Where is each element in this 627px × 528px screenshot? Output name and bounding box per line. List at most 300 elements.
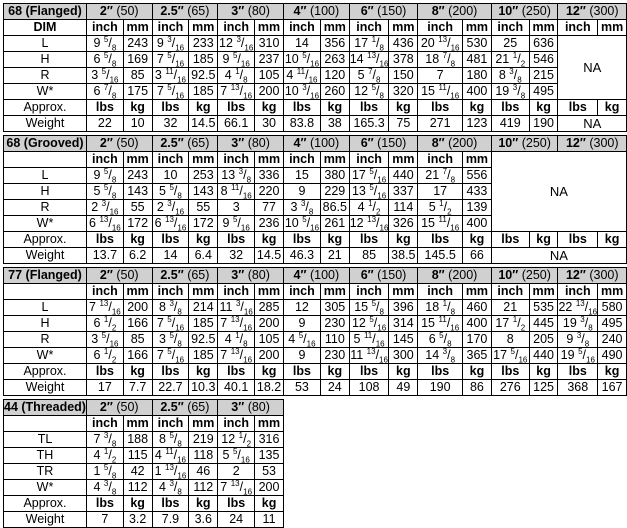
- weight-value: 123: [463, 116, 492, 132]
- value-cell: 12 $^{13}/_{16}$: [349, 215, 389, 232]
- value-cell: 2 $^3/_{16}$: [152, 200, 189, 216]
- weight-value: 3.6: [189, 512, 218, 528]
- value-cell: 378: [389, 52, 418, 68]
- value-cell: 18 $^7/_8$: [418, 52, 463, 68]
- unit-mm: mm: [123, 416, 152, 432]
- value-cell: 14 $^3/_8$: [418, 348, 463, 364]
- weight-value: 190: [418, 380, 463, 396]
- unit-inch: inch: [86, 416, 123, 432]
- value-cell: 13 $^3/_8$: [218, 168, 255, 184]
- unit-mm: mm: [255, 416, 284, 432]
- empty-cell: [558, 480, 627, 496]
- value-cell: 7 $^5/_{16}$: [152, 348, 189, 364]
- unit-kg: kg: [598, 232, 627, 248]
- size-inch: 2″: [99, 136, 113, 150]
- value-cell: 233: [189, 36, 218, 52]
- empty-cell: [283, 448, 349, 464]
- unit-lbs: lbs: [218, 364, 255, 380]
- empty-cell: [491, 480, 558, 496]
- empty-cell: [418, 400, 492, 416]
- value-cell: 2: [218, 464, 255, 480]
- unit-mm: mm: [389, 152, 418, 168]
- unit-inch: inch: [491, 20, 529, 36]
- value-cell: 3 $^{11}/_{16}$: [152, 68, 189, 84]
- size-inch: 12″: [565, 136, 586, 150]
- size-inch: 6″: [360, 4, 374, 18]
- empty-cell: [418, 496, 492, 512]
- unit-inch: inch: [218, 152, 255, 168]
- value-cell: 5 $^{11}/_{16}$: [349, 332, 389, 348]
- value-cell: 6 $^5/_8$: [418, 332, 463, 348]
- size-mm: (50): [116, 400, 139, 414]
- size-header: [349, 268, 418, 284]
- weight-value: 276: [491, 380, 529, 396]
- value-cell: 22 $^{13}/_{16}$: [558, 299, 598, 316]
- value-cell: 495: [598, 316, 627, 332]
- unit-kg: kg: [189, 496, 218, 512]
- value-cell: 436: [389, 36, 418, 52]
- value-cell: 185: [189, 84, 218, 100]
- size-header: [86, 268, 152, 284]
- value-cell: 7 $^5/_{16}$: [152, 316, 189, 332]
- value-cell: 3: [218, 200, 255, 216]
- value-cell: 9 $^5/_8$: [86, 168, 123, 184]
- value-cell: 9 $^5/_{16}$: [218, 216, 255, 232]
- size-mm: (150): [377, 4, 407, 18]
- value-cell: 110: [320, 332, 349, 348]
- row-label: W*: [4, 348, 87, 364]
- row-label: TR: [4, 464, 87, 480]
- size-mm: (300): [589, 4, 619, 18]
- empty-cell: [491, 432, 558, 448]
- size-header: [491, 4, 558, 20]
- value-cell: 3 $^5/_{16}$: [86, 332, 123, 348]
- weight-label: Weight: [4, 512, 87, 528]
- size-header: [152, 268, 218, 284]
- value-cell: 6 $^1/_2$: [86, 348, 123, 364]
- value-cell: 316: [255, 432, 284, 448]
- value-cell: 10 $^5/_{16}$: [284, 51, 320, 68]
- unit-inch: inch: [558, 284, 598, 300]
- unit-lbs: lbs: [558, 100, 598, 116]
- unit-kg: kg: [320, 100, 349, 116]
- row-label: TH: [4, 448, 87, 464]
- value-cell: 230: [320, 316, 349, 332]
- value-cell: 12 $^5/_{16}$: [349, 316, 389, 332]
- value-cell: 3 $^5/_8$: [152, 332, 189, 348]
- unit-kg: kg: [189, 100, 218, 116]
- value-cell: 535: [529, 300, 558, 316]
- value-cell: 4 $^{11}/_{16}$: [152, 448, 189, 464]
- value-cell: 172: [189, 216, 218, 232]
- size-inch: 3″: [231, 268, 245, 282]
- unit-lbs: lbs: [218, 232, 255, 248]
- value-cell: 55: [189, 200, 218, 216]
- value-cell: 135: [255, 448, 284, 464]
- value-cell: 8 $^5/_8$: [152, 432, 189, 448]
- value-cell: 92.5: [189, 68, 218, 84]
- value-cell: 305: [320, 300, 349, 316]
- unit-kg: kg: [463, 364, 492, 380]
- value-cell: 9 $^3/_{16}$: [152, 36, 189, 52]
- weight-value: 6.2: [123, 248, 152, 264]
- unit-mm: mm: [463, 152, 492, 168]
- unit-mm: mm: [189, 152, 218, 168]
- value-cell: 15 $^5/_8$: [349, 300, 389, 316]
- unit-lbs: lbs: [283, 100, 320, 116]
- unit-kg: kg: [598, 100, 627, 116]
- value-cell: 185: [189, 316, 218, 332]
- weight-value: 125: [529, 380, 558, 396]
- unit-mm: mm: [123, 284, 152, 300]
- size-header: [491, 268, 558, 284]
- value-cell: 12 $^5/_8$: [349, 84, 389, 100]
- row-label: L: [4, 168, 87, 184]
- unit-lbs: lbs: [349, 100, 389, 116]
- value-cell: 380: [320, 168, 349, 184]
- value-cell: 4 $^3/_8$: [86, 480, 123, 496]
- value-cell: 7: [418, 68, 463, 84]
- value-cell: 185: [189, 52, 218, 68]
- value-cell: 4 $^1/_2$: [86, 448, 123, 464]
- value-cell: 115: [123, 448, 152, 464]
- value-cell: 15: [283, 168, 320, 184]
- unit-kg: kg: [123, 496, 152, 512]
- value-cell: 139: [463, 200, 492, 216]
- value-cell: 9: [283, 348, 320, 364]
- unit-lbs: lbs: [86, 232, 123, 248]
- weight-value: 24: [218, 512, 255, 528]
- value-cell: 169: [123, 52, 152, 68]
- value-cell: 3 $^3/_8$: [283, 200, 320, 216]
- empty-cell: [349, 400, 418, 416]
- size-header: [418, 136, 492, 152]
- value-cell: 172: [123, 216, 152, 232]
- size-inch: 2.5″: [160, 136, 184, 150]
- unit-lbs: lbs: [349, 232, 389, 248]
- unit-kg: kg: [389, 232, 418, 248]
- size-header: [418, 268, 492, 284]
- value-cell: 8: [491, 332, 529, 348]
- weight-value: 7: [86, 512, 123, 528]
- size-inch: 10″: [498, 268, 519, 282]
- size-header: [283, 4, 349, 20]
- value-cell: 336: [255, 168, 284, 184]
- size-mm: (150): [377, 268, 407, 282]
- weight-value: 271: [418, 116, 463, 132]
- empty-cell: [283, 512, 349, 528]
- unit-inch: inch: [218, 20, 255, 36]
- value-cell: 445: [529, 316, 558, 332]
- value-cell: 21: [491, 300, 529, 316]
- size-mm: (80): [247, 4, 270, 18]
- size-header: [349, 136, 418, 152]
- value-cell: 6 $^{13}/_{16}$: [152, 216, 189, 232]
- value-cell: 237: [255, 52, 284, 68]
- size-inch: 8″: [431, 268, 445, 282]
- value-cell: 166: [123, 348, 152, 364]
- size-mm: (65): [187, 268, 210, 282]
- value-cell: 400: [463, 84, 492, 100]
- unit-inch: inch: [491, 284, 529, 300]
- unit-mm: mm: [123, 20, 152, 36]
- unit-lbs: lbs: [418, 232, 463, 248]
- unit-mm: mm: [320, 284, 349, 300]
- weight-label: Weight: [4, 116, 87, 132]
- weight-value: 38.5: [389, 248, 418, 264]
- value-cell: 112: [189, 480, 218, 496]
- value-cell: 495: [529, 84, 558, 100]
- size-header: [218, 4, 284, 20]
- value-cell: 580: [598, 300, 627, 316]
- value-cell: 53: [255, 464, 284, 480]
- unit-inch: inch: [152, 284, 189, 300]
- empty-cell: [418, 464, 492, 480]
- weight-value: 49: [389, 380, 418, 396]
- value-cell: 8 $^3/_8$: [152, 300, 189, 316]
- unit-mm: mm: [463, 284, 492, 300]
- weight-value: 108: [349, 380, 389, 396]
- weight-value: 53: [283, 380, 320, 396]
- value-cell: 10: [152, 168, 189, 184]
- weight-value: 165.3: [349, 116, 389, 132]
- unit-kg: kg: [123, 232, 152, 248]
- value-cell: 7 $^{13}/_{16}$: [218, 480, 255, 496]
- empty-cell: [418, 448, 492, 464]
- value-cell: 261: [320, 216, 349, 232]
- unit-inch: inch: [218, 284, 255, 300]
- unit-kg: kg: [389, 100, 418, 116]
- size-header: [283, 268, 349, 284]
- weight-value: 6.4: [189, 248, 218, 264]
- size-mm: (65): [187, 4, 210, 18]
- weight-value: 3.2: [123, 512, 152, 528]
- unit-mm: mm: [389, 20, 418, 36]
- value-cell: 12 $^1/_2$: [218, 432, 255, 448]
- unit-lbs: lbs: [283, 232, 320, 248]
- value-cell: 7 $^5/_{16}$: [152, 52, 189, 68]
- row-label: H: [4, 52, 87, 68]
- weight-value: 10.3: [189, 380, 218, 396]
- value-cell: 320: [389, 84, 418, 100]
- empty-cell: [558, 400, 627, 416]
- dim-label: [4, 284, 87, 300]
- value-cell: 11 $^3/_{16}$: [219, 299, 253, 316]
- value-cell: 200: [255, 480, 284, 496]
- weight-value: 17: [86, 380, 123, 396]
- size-header: [558, 268, 627, 284]
- value-cell: 13 $^5/_{16}$: [349, 184, 389, 200]
- value-cell: 236: [255, 216, 284, 232]
- value-cell: 46: [189, 464, 218, 480]
- weight-value: 7.9: [152, 512, 189, 528]
- empty-cell: [558, 496, 627, 512]
- empty-cell: [283, 496, 349, 512]
- weight-value: 18.2: [255, 380, 284, 396]
- value-cell: 7 $^3/_8$: [86, 432, 123, 448]
- unit-kg: kg: [255, 496, 284, 512]
- size-mm: (100): [309, 136, 340, 150]
- weight-value: 10: [123, 116, 152, 132]
- unit-lbs: lbs: [558, 364, 598, 380]
- weight-value: 32: [152, 116, 189, 132]
- size-inch: 8″: [431, 136, 445, 150]
- size-mm: (80): [247, 268, 270, 282]
- value-cell: 326: [389, 216, 418, 232]
- empty-cell: [349, 496, 418, 512]
- size-inch: 10″: [498, 4, 519, 18]
- size-inch: 3″: [231, 400, 245, 414]
- na-cell: NA: [491, 152, 626, 232]
- size-header: [152, 400, 218, 416]
- value-cell: 3 $^5/_{16}$: [86, 68, 123, 84]
- value-cell: 105: [255, 68, 284, 84]
- row-label: W*: [4, 216, 87, 232]
- unit-kg: kg: [255, 100, 284, 116]
- unit-lbs: lbs: [283, 364, 320, 380]
- size-mm: (200): [448, 136, 478, 150]
- size-header: [491, 136, 558, 152]
- unit-inch: inch: [283, 284, 320, 300]
- unit-mm: mm: [463, 20, 492, 36]
- value-cell: 4 $^{11}/_{16}$: [283, 68, 320, 84]
- weight-value: 86: [463, 380, 492, 396]
- unit-lbs: lbs: [418, 364, 463, 380]
- size-mm: (100): [309, 4, 340, 18]
- value-cell: 546: [529, 52, 558, 68]
- size-mm: (200): [448, 268, 478, 282]
- size-header: [152, 136, 218, 152]
- empty-cell: [418, 416, 492, 432]
- value-cell: 12 $^3/_{16}$: [219, 35, 254, 52]
- value-cell: 166: [123, 316, 152, 332]
- na-cell: NA: [558, 36, 627, 100]
- value-cell: 243: [123, 36, 152, 52]
- unit-inch: inch: [349, 20, 389, 36]
- approx-label: Approx.: [4, 496, 87, 512]
- value-cell: 105: [255, 332, 284, 348]
- value-cell: 18 $^1/_8$: [418, 300, 463, 316]
- row-label: R: [4, 332, 87, 348]
- weight-value: 368: [558, 380, 598, 396]
- empty-cell: [418, 480, 492, 496]
- size-mm: (50): [116, 136, 139, 150]
- size-inch: 2.5″: [160, 4, 184, 18]
- empty-cell: [418, 432, 492, 448]
- size-inch: 8″: [431, 4, 445, 18]
- unit-lbs: lbs: [86, 364, 123, 380]
- weight-label: Weight: [4, 380, 87, 396]
- value-cell: 143: [189, 184, 218, 200]
- unit-inch: inch: [152, 416, 189, 432]
- unit-lbs: lbs: [86, 496, 123, 512]
- value-cell: 314: [389, 316, 418, 332]
- value-cell: 8 $^{11}/_{16}$: [218, 184, 255, 200]
- value-cell: 7 $^{13}/_{16}$: [218, 84, 255, 100]
- empty-cell: [558, 432, 627, 448]
- value-cell: 636: [529, 36, 558, 52]
- unit-inch: inch: [418, 20, 463, 36]
- size-header: [218, 400, 284, 416]
- size-mm: (50): [116, 4, 139, 18]
- value-cell: 433: [463, 184, 492, 200]
- unit-kg: kg: [529, 364, 558, 380]
- unit-inch: inch: [418, 284, 463, 300]
- size-inch: 10″: [498, 136, 519, 150]
- empty-cell: [491, 496, 558, 512]
- value-cell: 85: [123, 332, 152, 348]
- value-cell: 400: [463, 316, 492, 332]
- value-cell: 150: [389, 68, 418, 84]
- unit-mm: mm: [529, 284, 558, 300]
- row-label: W*: [4, 480, 87, 496]
- unit-lbs: lbs: [558, 232, 598, 248]
- approx-label: Approx.: [4, 232, 87, 248]
- value-cell: 205: [529, 332, 558, 348]
- weight-value: 419: [491, 116, 529, 132]
- na-cell: NA: [491, 248, 626, 264]
- value-cell: 15 $^{11}/_{16}$: [418, 216, 463, 232]
- value-cell: 20 $^{13}/_{16}$: [418, 36, 463, 52]
- value-cell: 11 $^{13}/_{16}$: [350, 347, 388, 364]
- section-title: 68 (Flanged): [4, 4, 87, 20]
- value-cell: 17 $^1/_2$: [491, 316, 529, 332]
- unit-kg: kg: [529, 232, 558, 248]
- value-cell: 214: [189, 300, 218, 316]
- value-cell: 5 $^7/_8$: [349, 68, 389, 84]
- weight-value: 66: [463, 248, 492, 264]
- empty-cell: [491, 464, 558, 480]
- unit-lbs: lbs: [418, 100, 463, 116]
- value-cell: 7 $^{13}/_{16}$: [86, 300, 123, 316]
- value-cell: 440: [529, 348, 558, 364]
- weight-value: 11: [255, 512, 284, 528]
- value-cell: 19 $^3/_8$: [558, 316, 598, 332]
- row-label: L: [4, 300, 87, 316]
- size-header: [283, 136, 349, 152]
- weight-value: 190: [529, 116, 558, 132]
- value-cell: 14 $^{13}/_{16}$: [349, 51, 389, 68]
- value-cell: 481: [463, 52, 492, 68]
- value-cell: 175: [123, 84, 152, 100]
- value-cell: 145: [389, 332, 418, 348]
- size-mm: (50): [116, 268, 139, 282]
- unit-mm: mm: [389, 284, 418, 300]
- unit-kg: kg: [320, 364, 349, 380]
- value-cell: 219: [189, 432, 218, 448]
- value-cell: 9 $^5/_8$: [86, 36, 123, 52]
- unit-lbs: lbs: [491, 364, 529, 380]
- weight-value: 14.5: [255, 248, 284, 264]
- value-cell: 4 $^3/_8$: [152, 480, 189, 496]
- value-cell: 6 $^{13}/_{16}$: [86, 216, 123, 232]
- row-label: W*: [4, 84, 87, 100]
- value-cell: 5 $^5/_8$: [152, 184, 189, 200]
- value-cell: 7 $^5/_{16}$: [152, 84, 189, 100]
- unit-inch: inch: [283, 20, 320, 36]
- size-header: [152, 4, 218, 20]
- size-mm: (80): [247, 400, 270, 414]
- unit-inch: inch: [86, 20, 123, 36]
- empty-cell: [558, 464, 627, 480]
- unit-kg: kg: [123, 364, 152, 380]
- empty-cell: [491, 512, 558, 528]
- value-cell: 215: [529, 68, 558, 84]
- value-cell: 260: [320, 84, 349, 100]
- value-cell: 200: [255, 84, 284, 100]
- unit-mm: mm: [255, 284, 284, 300]
- empty-cell: [283, 464, 349, 480]
